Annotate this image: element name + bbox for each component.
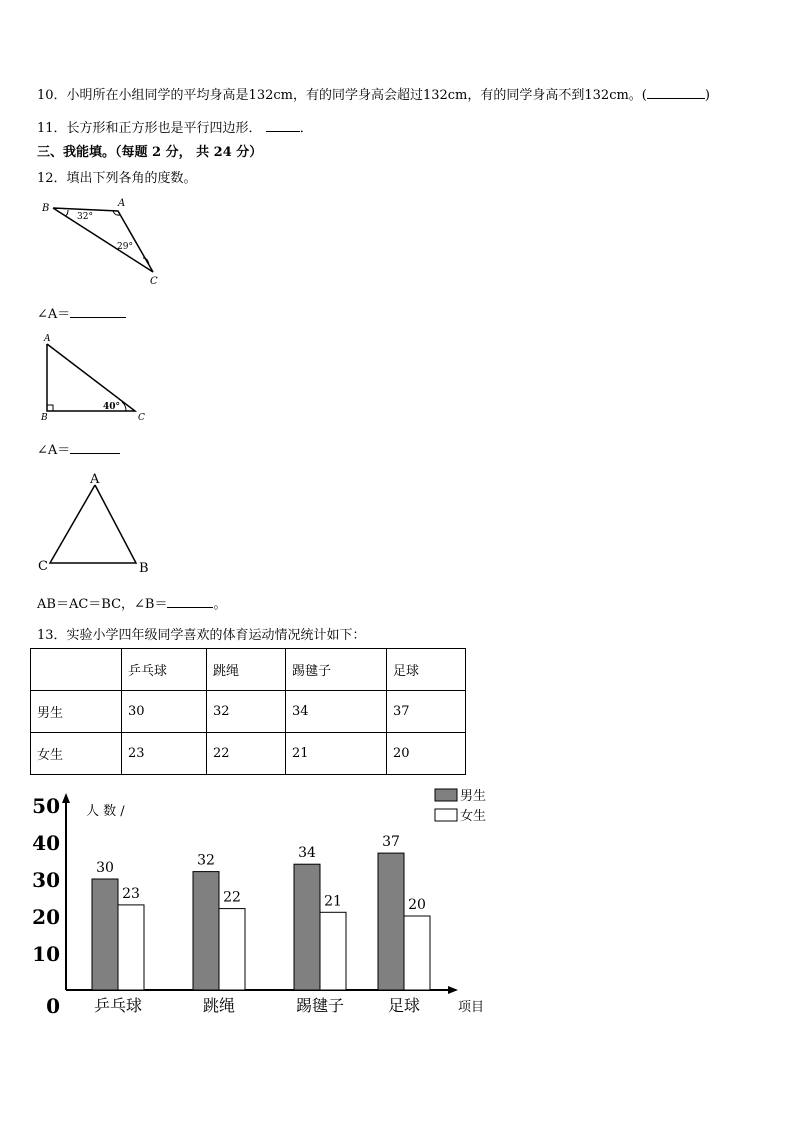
y-axis-arrow bbox=[62, 793, 70, 803]
bar-female bbox=[118, 905, 144, 990]
y-tick-label: 50 bbox=[32, 794, 60, 818]
table-cell: 20 bbox=[387, 733, 466, 775]
bar-male bbox=[294, 864, 320, 990]
triangle-1-figure bbox=[38, 196, 168, 288]
triangle-3-answer-suffix: 。 bbox=[213, 597, 227, 612]
question-10 bbox=[37, 84, 710, 103]
bar-male bbox=[378, 853, 404, 990]
table-row bbox=[31, 691, 466, 733]
table-cell: 30 bbox=[122, 691, 207, 733]
triangle-3-label-c: C bbox=[38, 559, 48, 574]
right-angle-mark bbox=[47, 405, 53, 411]
question-10-text: 10．小明所在小组同学的平均身高是132cm，有的同学身高会超过132cm，有的同学身高不到132cm。( bbox=[37, 88, 647, 103]
bar-value-label: 20 bbox=[408, 897, 426, 913]
question-13-text: 13．实验小学四年级同学喜欢的体育运动情况统计如下： bbox=[37, 628, 366, 643]
bar-chart bbox=[30, 785, 500, 1029]
bar-female bbox=[219, 909, 245, 990]
table-cell: 34 bbox=[286, 691, 387, 733]
triangle-1-answer bbox=[37, 303, 126, 322]
triangle-1-label-a: A bbox=[118, 198, 126, 209]
answer-blank-12c[interactable] bbox=[167, 595, 213, 608]
triangle-3-answer-prefix: AB＝AC＝BC，∠B＝ bbox=[37, 597, 168, 612]
stats-table bbox=[30, 648, 466, 775]
legend-label: 男生 bbox=[460, 789, 487, 804]
triangle-2-answer bbox=[37, 439, 120, 458]
question-10-close: ) bbox=[704, 88, 710, 103]
table-header-cell: 乒乓球 bbox=[122, 649, 207, 691]
x-axis-label: 项目 bbox=[458, 1000, 485, 1015]
bar-value-label: 21 bbox=[324, 893, 342, 910]
legend-swatch bbox=[435, 789, 457, 801]
table-cell: 32 bbox=[207, 691, 286, 733]
triangle-2-shape bbox=[47, 344, 135, 411]
answer-blank-12a[interactable] bbox=[70, 305, 126, 318]
triangle-1-angle-b: 32° bbox=[77, 212, 93, 222]
table-header-cell bbox=[31, 649, 122, 691]
table-row-label: 女生 bbox=[31, 733, 122, 775]
triangle-3-answer bbox=[37, 593, 226, 612]
triangle-1-label-c: C bbox=[150, 276, 158, 287]
triangle-3-shape bbox=[50, 485, 136, 563]
bar-value-label: 34 bbox=[298, 845, 316, 862]
y-axis-label: 人 数 / bbox=[86, 804, 125, 819]
x-category-label: 足球 bbox=[387, 996, 421, 1015]
y-tick-label: 0 bbox=[46, 994, 60, 1018]
bar-value-label: 23 bbox=[122, 885, 140, 902]
triangle-2-label-c: C bbox=[138, 413, 145, 423]
triangle-2-label-a: A bbox=[44, 334, 51, 344]
triangle-2-answer-prefix: ∠A＝ bbox=[37, 443, 71, 458]
triangle-3-figure bbox=[35, 468, 160, 578]
triangle-3-label-b: B bbox=[139, 561, 149, 576]
table-row bbox=[31, 733, 466, 775]
y-tick-label: 30 bbox=[32, 868, 60, 892]
table-cell: 37 bbox=[387, 691, 466, 733]
table-cell: 22 bbox=[207, 733, 286, 775]
x-category-label: 跳绳 bbox=[202, 996, 236, 1015]
bar-male bbox=[193, 872, 219, 990]
question-12-text: 12．填出下列各角的度数。 bbox=[37, 171, 197, 186]
table-header-cell: 足球 bbox=[387, 649, 466, 691]
triangle-2-figure bbox=[38, 332, 158, 424]
y-tick-label: 20 bbox=[32, 905, 60, 929]
table-header-cell: 踢毽子 bbox=[286, 649, 387, 691]
table-cell: 23 bbox=[122, 733, 207, 775]
bar-male bbox=[92, 879, 118, 990]
table-header-cell: 跳绳 bbox=[207, 649, 286, 691]
legend-label: 女生 bbox=[460, 809, 487, 824]
triangle-1-label-b: B bbox=[42, 203, 50, 214]
x-category-label: 乒乓球 bbox=[93, 996, 143, 1015]
y-tick-label: 10 bbox=[32, 942, 60, 966]
triangle-2-angle-c: 40° bbox=[103, 402, 121, 412]
table-row-label: 男生 bbox=[31, 691, 122, 733]
answer-blank-12b[interactable] bbox=[70, 441, 120, 454]
x-axis-arrow bbox=[448, 986, 458, 994]
table-cell: 21 bbox=[286, 733, 387, 775]
section-3-heading: 三、我能填。（每题 2 分， 共 24 分） bbox=[37, 145, 263, 160]
bar-female bbox=[320, 912, 346, 990]
x-category-label: 踢毽子 bbox=[295, 996, 345, 1015]
bar-chart-svg bbox=[30, 785, 500, 1025]
question-11 bbox=[37, 117, 313, 136]
bar-value-label: 32 bbox=[197, 852, 215, 869]
y-tick-label: 40 bbox=[32, 831, 60, 855]
triangle-1-angle-c: 29° bbox=[117, 242, 133, 252]
triangle-1-answer-prefix: ∠A＝ bbox=[37, 307, 71, 322]
bar-female bbox=[404, 916, 430, 990]
triangle-2-label-b: B bbox=[41, 413, 48, 423]
bar-value-label: 30 bbox=[96, 860, 114, 876]
question-11-end: ． bbox=[299, 121, 313, 136]
bar-value-label: 37 bbox=[382, 834, 400, 851]
triangle-3-label-a: A bbox=[90, 472, 100, 487]
table-header-row bbox=[31, 649, 466, 691]
answer-blank-11[interactable] bbox=[266, 119, 300, 132]
triangle-1-shape bbox=[53, 208, 153, 272]
legend-swatch bbox=[435, 809, 457, 821]
bar-value-label: 22 bbox=[223, 889, 241, 906]
answer-blank-10[interactable] bbox=[647, 86, 705, 99]
question-11-text: 11．长方形和正方形也是平行四边形． bbox=[37, 121, 262, 136]
